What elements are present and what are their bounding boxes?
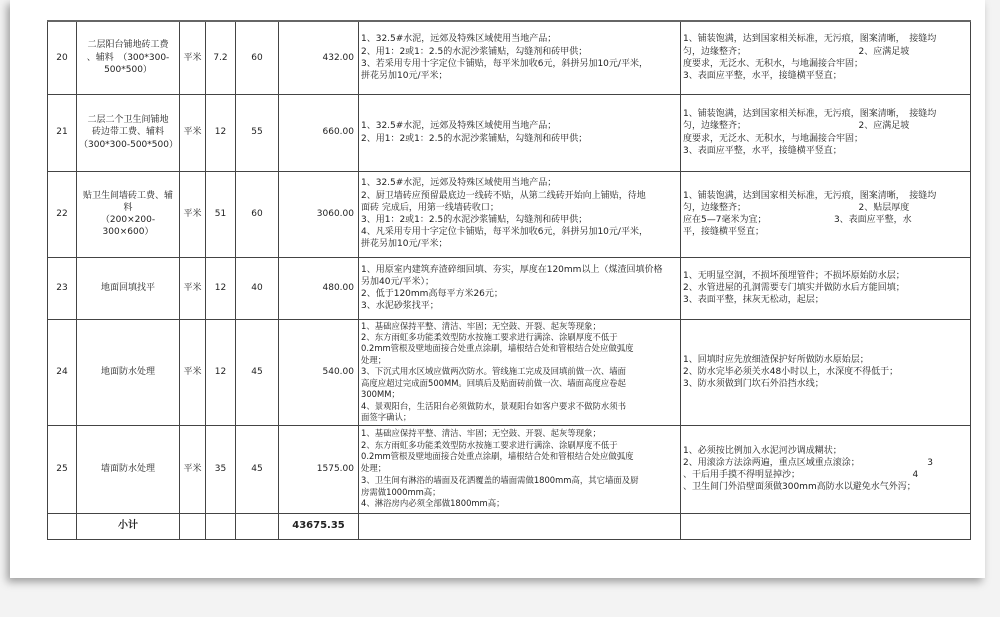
quantity: 7.2 [206,21,236,94]
material-spec: 1、用原室内建筑弃渣碎细回填、夯实，厚度在120mm以上（煤渣回填价格 另加40元/平米）； 2、低于120mm高每平方米26元； 3、水泥砂浆找平； [359,257,681,319]
acceptance-standard: 1、回填时应先放细渣保护好所做防水原始层； 2、防水完毕必须关水48小时以上，水深度不得低于； 3、防水须做到门坎石外沿挡水线； [681,319,971,425]
empty-cell [681,513,971,539]
unit: 平米 [180,425,206,513]
unit: 平米 [180,94,206,171]
acceptance-standard: 1、铺装饱满，达到国家相关标准，无污痕，图案清晰， 接缝均 匀，边缘整齐； 2、应满足坡 度要求，无泛水、无积水，与地漏接合牢固； 3、表面应平整，水平，接缝横平竖直； [681,94,971,171]
empty-cell [359,513,681,539]
row-number: 24 [48,319,77,425]
quantity: 12 [206,257,236,319]
acceptance-standard: 1、铺装饱满，达到国家相关标准，无污痕，图案清晰， 接缝均 匀，边缘整齐； 2、应满足坡 度要求，无泛水、无积水，与地漏接合牢固； 3、表面应平整，水平，接缝横平竖直； [681,21,971,94]
table-row [48,171,971,257]
subtotal-amount: 43675.35 [279,513,359,539]
item-name: 地面防水处理 [77,319,180,425]
material-spec: 1、基础应保持平整、清洁、牢固；无空鼓、开裂、起灰等现象； 2、东方雨虹多功能柔效型防水按施工要求进行满涂、涂刷厚度不低于 0.2mm管根及壁地面接合处重点涂刷，墙根结合处和管根结合处应做弧度 处理； 3、下沉式用水区域应做两次防水。管线施工完成及回填前做一次、墙面 高度应超过完成面500MM。回填后及贴面砖前做一次、墙面高度应卷起 300MM； 4、景观阳台，生活阳台必须做防水，景观阳台如客户要求不做防水须书 面签字确认； [359,319,681,425]
material-spec: 1、32.5#水泥，远郊及特殊区域使用当地产品； 2、用1：2或1：2.5的水泥沙浆铺贴，勾缝剂和砖甲供； [359,94,681,171]
document-page [10,0,985,578]
amount: 540.00 [279,319,359,425]
item-name: 墙面防水处理 [77,425,180,513]
acceptance-standard: 1、无明显空洞，不损坏预埋管件；不损坏原始防水层； 2、水管进屋的孔洞需要专门填实并做防水后方能回填； 3、表面平整，抹灰无松动，起层； [681,257,971,319]
material-spec: 1、32.5#水泥，远郊及特殊区域使用当地产品； 2、用1：2或1：2.5的水泥沙浆铺贴，勾缝剂和砖甲供； 3、若采用专用十字定位卡铺贴，每平米加收6元，斜拼另加10元/平米， 拼花另加10元/平米； [359,21,681,94]
amount: 480.00 [279,257,359,319]
unit: 平米 [180,21,206,94]
acceptance-standard: 1、铺装饱满，达到国家相关标准，无污痕，图案清晰， 接缝均 匀，边缘整齐； 2、贴层厚度 应在5—7毫米为宜； 3、表面应平整，水 平，接缝横平竖直； [681,171,971,257]
unit-price: 45 [236,319,279,425]
table-row [48,21,971,94]
table-row [48,94,971,171]
quantity: 51 [206,171,236,257]
subtotal-label: 小计 [77,513,180,539]
item-name: 贴卫生间墙砖工费、辅 料 （200×200- 300×600） [77,171,180,257]
quantity: 12 [206,319,236,425]
material-spec: 1、32.5#水泥，远郊及特殊区域使用当地产品； 2、厨卫墙砖应预留最底边一线砖不贴，从第二线砖开始向上铺贴，待地 面砖 完成后，用第一线墙砖收口； 3、用1：2或1：2.5的水泥沙浆铺贴，勾缝剂和砖甲供； 4、凡采用专用十字定位卡铺贴，每平米加收6元，斜拼另加10元/平米， 拼花另加10元/平米； [359,171,681,257]
unit-price: 60 [236,171,279,257]
quantity: 35 [206,425,236,513]
item-name: 地面回填找平 [77,257,180,319]
unit: 平米 [180,319,206,425]
row-number: 25 [48,425,77,513]
empty-cell [48,513,77,539]
item-name: 二层二个卫生间铺地 砖边带工费、辅料 （300*300-500*500） [77,94,180,171]
material-spec: 1、基础应保持平整、清洁、牢固；无空鼓、开裂、起灰等现象； 2、东方雨虹多功能柔效型防水按施工要求进行满涂、涂刷厚度不低于 0.2mm管根及壁地面接合处重点涂刷，墙根结合处和管根结合处应做弧度 处理； 3、卫生间有淋浴的墙面及花洒覆盖的墙面需做1800mm高，其它墙面及厨 房需做1000mm高； 4、淋浴房内必须全部做1800mm高； [359,425,681,513]
empty-cell [206,513,236,539]
unit-price: 40 [236,257,279,319]
subtotal-row [48,513,971,539]
row-number: 21 [48,94,77,171]
unit-price: 55 [236,94,279,171]
table-row [48,257,971,319]
row-number: 20 [48,21,77,94]
table-row [48,425,971,513]
unit: 平米 [180,257,206,319]
amount: 3060.00 [279,171,359,257]
amount: 1575.00 [279,425,359,513]
quantity: 12 [206,94,236,171]
row-number: 23 [48,257,77,319]
amount: 432.00 [279,21,359,94]
row-number: 22 [48,171,77,257]
item-name: 二层阳台铺地砖工费 、辅料 （300*300- 500*500） [77,21,180,94]
unit-price: 60 [236,21,279,94]
empty-cell [236,513,279,539]
quotation-table [47,20,971,540]
table-row [48,319,971,425]
unit: 平米 [180,171,206,257]
amount: 660.00 [279,94,359,171]
acceptance-standard: 1、必须按比例加入水泥河沙调成糊状； 2、用滚涂方法涂两遍，重点区域重点滚涂； 3 、干后用手摸不得明显掉沙； 4 、卫生间门外沿壁面须做300mm高防水以避免水气外泻； [681,425,971,513]
unit-price: 45 [236,425,279,513]
empty-cell [180,513,206,539]
